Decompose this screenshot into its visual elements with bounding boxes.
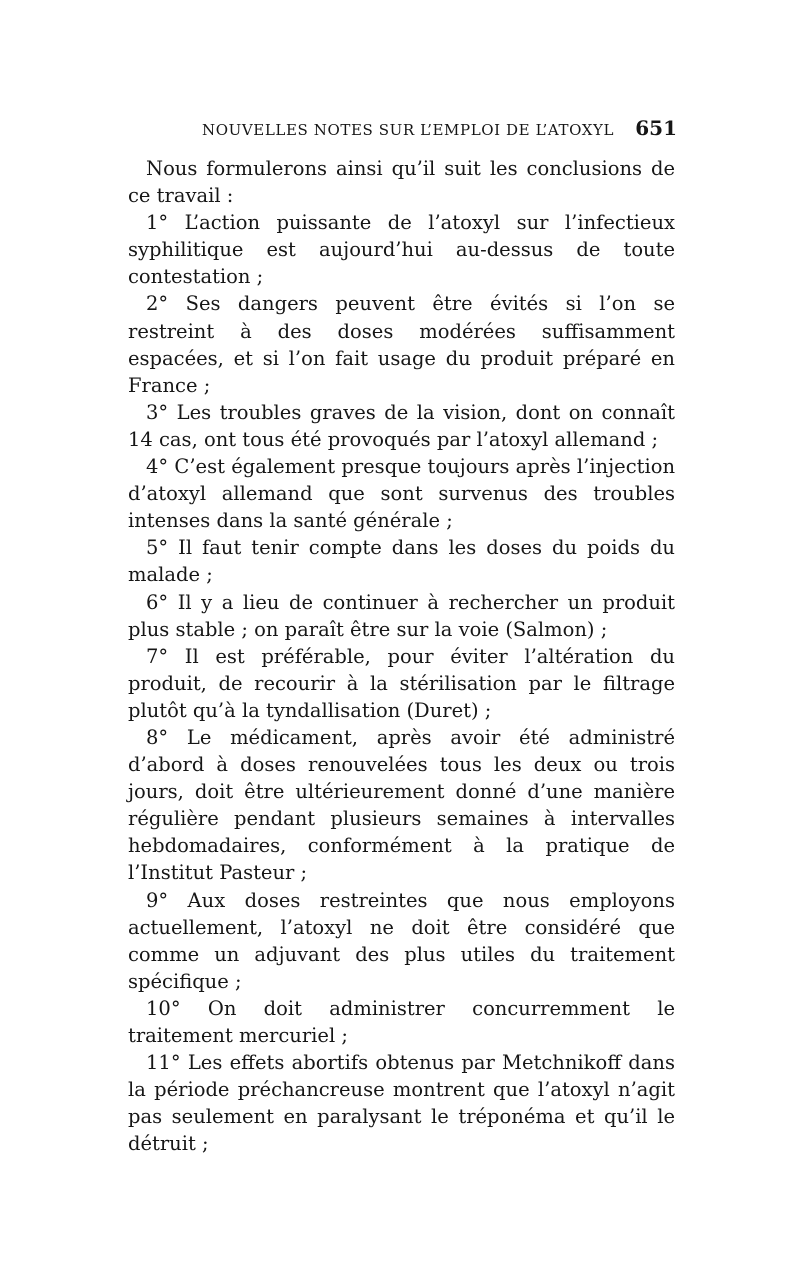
conclusion-2: 2° Ses dangers peuvent être évités si l’on se restreint à des doses modérées suffisamment espacées, et si l’on fait usage du produit préparé en France ; <box>128 292 675 397</box>
conclusion-6: 6° Il y a lieu de continuer à rechercher un produit plus stable ; on paraît être sur la voie (Salmon) ; <box>128 590 675 641</box>
conclusion-9: 9° Aux doses restreintes que nous employons actuellement, l’atoxyl ne doit être considéré que comme un adjuvant des plus utiles du traitement spécifique ; <box>128 888 675 993</box>
conclusion-10: 10° On doit administrer concurremment le traitement mercuriel ; <box>128 996 675 1047</box>
conclusion-8: 8° Le médicament, après avoir été administré d’abord à doses renouvelées tous les deux ou trois jours, doit être ultérieurement donné d’une manière régulière pendant plusieurs semaines à intervalles hebdomadaires, conformément à la pratique de l’Institut Pasteur ; <box>128 725 675 885</box>
conclusion-11: 11° Les effets abortifs obtenus par Metchnikoff dans la période préchancreuse montrent que l’atoxyl n’agit pas seulement en paralysant le tréponéma et qu’il le détruit ; <box>128 1051 675 1156</box>
conclusion-1: 1° L’action puissante de l’atoxyl sur l’infectieux syphilitique est aujourd’hui au-dessus de toute contestation ; <box>128 211 675 289</box>
running-title: NOUVELLES NOTES SUR L’EMPLOI DE L’ATOXYL <box>202 121 615 139</box>
conclusion-7: 7° Il est préférable, pour éviter l’altération du produit, de recourir à la stérilisation par le filtrage plutôt qu’à la tyndallisation (Duret) ; <box>128 644 675 722</box>
intro-paragraph: Nous formulerons ainsi qu’il suit les conclusions de ce travail : <box>128 157 675 208</box>
conclusion-3: 3° Les troubles graves de la vision, dont on connaît 14 cas, ont tous été provoqués par l’atoxyl allemand ; <box>128 400 675 451</box>
page-number: 651 <box>635 116 677 140</box>
running-head <box>202 116 677 140</box>
body-text <box>128 155 675 1157</box>
conclusion-5: 5° Il faut tenir compte dans les doses du poids du malade ; <box>128 536 675 587</box>
conclusion-4: 4° C’est également presque toujours après l’injection d’atoxyl allemand que sont survenus des troubles intenses dans la santé générale ; <box>128 455 675 533</box>
